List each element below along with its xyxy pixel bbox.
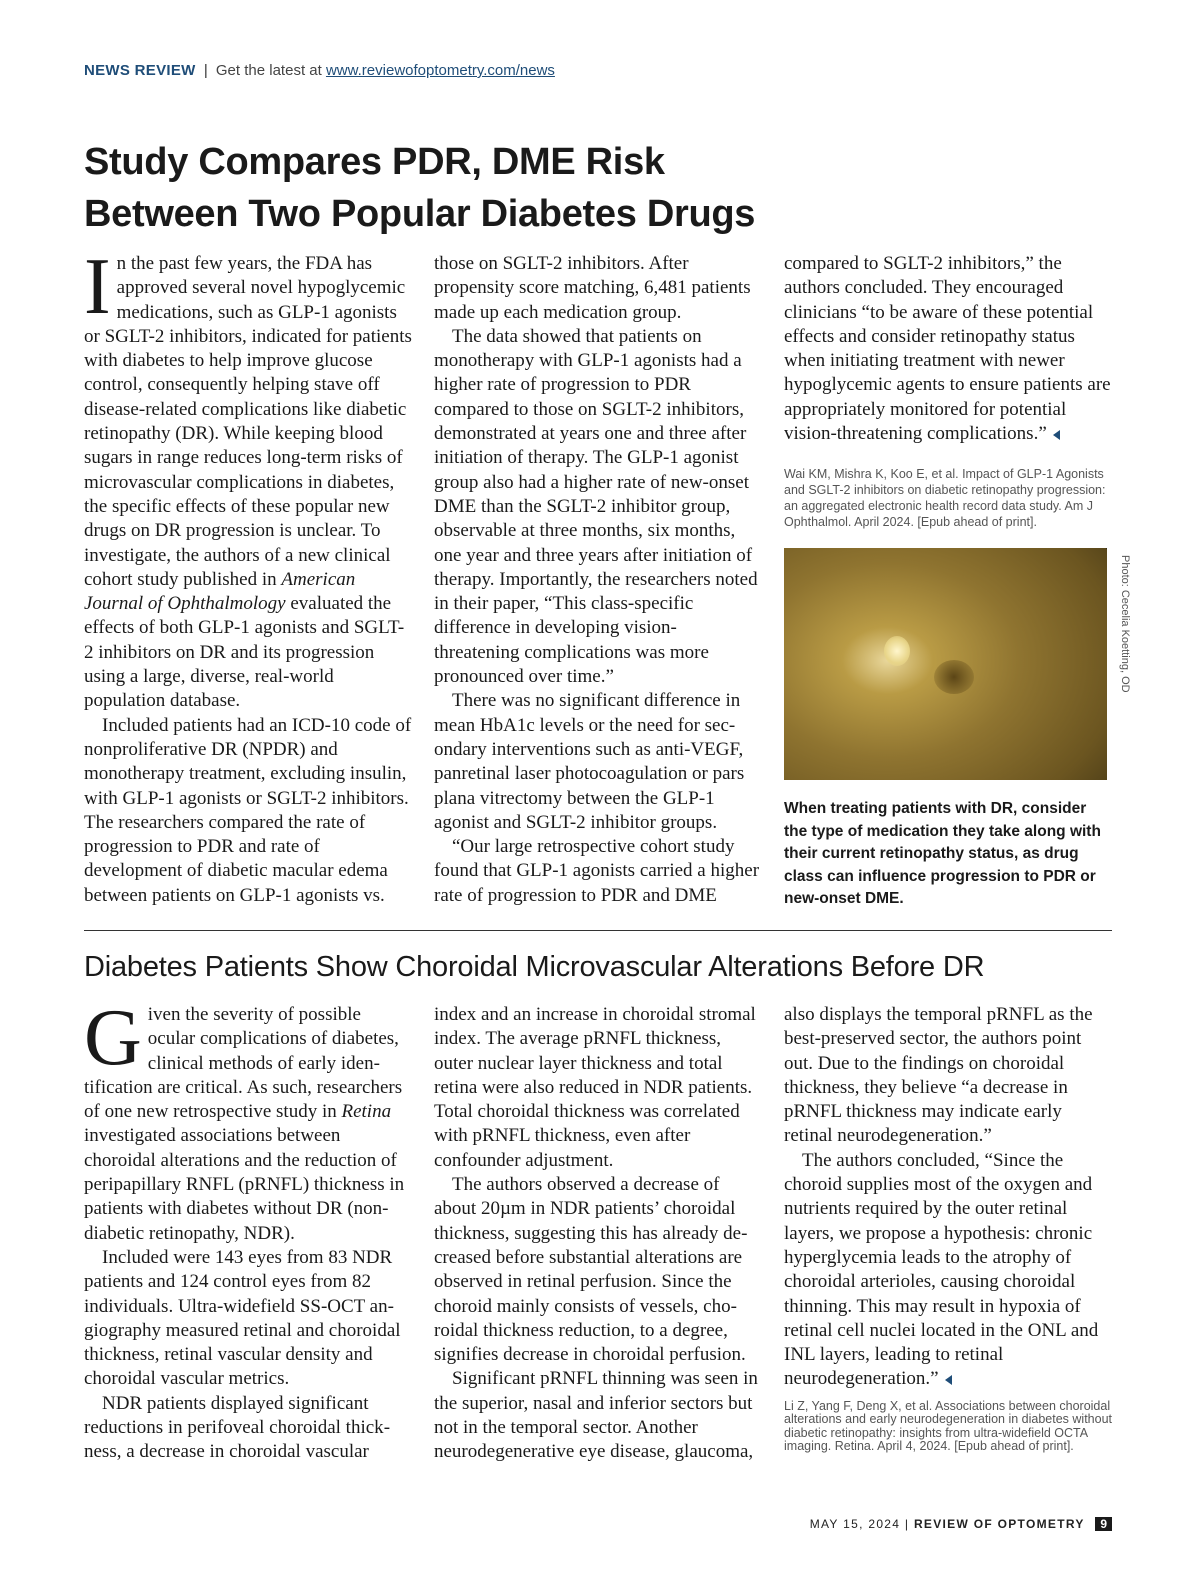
article1-paragraph-4: There was no significant difference in mean HbA1c levels or the need for secondary interventions such as anti-VEGF, panretinal laser photocoagulation or pars plana vitrectomy between the GLP-1 agonist and SGLT-2 inhibitor groups. xyxy=(434,690,745,833)
article2-paragraph-2: Included were 143 eyes from 83 NDR patients and 124 control eyes from 82 individuals. Ultra-widefield SS-OCT angiography measured retinal and choroidal thickness, retinal vascular density and choroidal vascular metrics. xyxy=(84,1246,401,1390)
photo-credit-text: Photo: Cecelia Koetting, OD xyxy=(1119,555,1131,693)
article1-dropcap: I xyxy=(84,243,111,331)
article1-reference: Wai KM, Mishra K, Koo E, et al. Impact of GLP-1 Agonists and SGLT-2 inhibitors on diabetic retinopathy progression: an aggregated electronic health record data study. Am J Ophthalmol. April 2024. [Epub ahead of print]. xyxy=(784,467,1106,530)
end-mark-icon xyxy=(1053,430,1060,440)
article2-paragraph-1 xyxy=(84,994,412,1246)
header-prefix: Get the latest at xyxy=(215,62,322,79)
article2-paragraph-3: NDR patients displayed significant reductions in perifoveal choroidal thickness, a decrease in choroidal vascular index and an increase in choroidal stromal index. The average pRNFL thickness, outer nuclear layer thickness and total retina were also reduced in NDR patients. Total choroidal thickness was correlated with pRNFL thickness, even after confounder adjustment. xyxy=(84,1004,756,1463)
retina-photo xyxy=(784,548,1107,780)
section-divider xyxy=(84,930,1112,931)
footer-date: MAY 15, 2024 xyxy=(809,1517,901,1531)
article2-body xyxy=(84,994,1113,1468)
article2-paragraph-6 xyxy=(784,1149,1112,1392)
section-label: NEWS REVIEW xyxy=(84,62,196,79)
article1-title-line1: Study Compares PDR, DME Risk xyxy=(84,141,665,183)
end-mark-icon xyxy=(945,1375,952,1385)
article2-p1-end: investigated associations between choroidal alterations and the reduction of peripapillary RNFL (pRNFL) thickness in patients with diabetes without DR (non-diabetic retinopathy, NDR). xyxy=(84,1125,405,1244)
footer-publication: REVIEW OF OPTOMETRY xyxy=(913,1517,1085,1531)
article1-p1-text: n the past few years, the FDA has approved several novel hypoglycemic medications, such as GLP-1 agonists or SGLT-2 inhibitors, indicated for patients with diabetes to help improve glucose control, consequently helping stave off disease-related complications like diabetic retinopathy (DR). While keeping blood sugars in range reduces long-term risks of microvascular complications in diabetes, the specific effects of these popular new drugs on DR progression is unclear. To investigate, the authors of a new clinical cohort study published in xyxy=(84,253,412,590)
article2-dropcap: G xyxy=(84,994,142,1082)
article2-p1-text: iven the severity of possible ocular complications of diabetes, clinical methods of early identification are critical. As such, researchers of one new retrospective study in xyxy=(84,1004,403,1123)
news-link[interactable]: www.reviewofoptometry.com/news xyxy=(325,62,555,79)
article1-p5-text: “Our large retrospective cohort study found that GLP-1 agonists carried a higher rate of progression to PDR and DME compared to SGLT-2 inhibitors,” the authors concluded. They encouraged clinicians “to be aware of these potential effects and consider retinopathy status when initiating treatment with newer hypoglycemic agents to ensure patients are appropriately monitored for potential vision-threatening complications.” xyxy=(434,253,1111,906)
article1-title-line2: Between Two Popular Diabetes Drugs xyxy=(84,193,756,235)
photo-caption: When treating patients with DR, consider the type of medication they take along with their current retinopathy status, as drug class can influence progression to PDR or new-onset DME. xyxy=(784,800,1101,908)
article2-paragraph-4: The authors observed a decrease of about 20µm in NDR patients’ choroidal thickness, suggesting this has already decreased before substantial alterations are observed in retinal perfusion. Since the choroid mainly consists of vessels, choroidal thickness reduction, to a degree, signifies decrease in choroidal perfusion. xyxy=(434,1174,748,1366)
photo-block xyxy=(784,548,1112,798)
article2-reference: Li Z, Yang F, Deng X, et al. Associations between choroidal alterations and early neurodegeneration in diabetes without diabetic retinopathy: insights from ultra-widefield OCTA imaging. Retina. April 4, 2024. [Epub ahead of print]. xyxy=(784,1398,1113,1454)
page-number: 9 xyxy=(1095,1517,1112,1531)
article1-paragraph-2: Included patients had an ICD-10 code of nonproliferative DR (NPDR) and monotherapy treatment, excluding insulin, with GLP-1 agonists or SGLT-2 inhibitors. The researchers compared the rate of progression to PDR and rate of development of diabetic macular edema between patients on GLP-1 agonists vs. those on SGLT-2 inhibitors. After propensity score matching, 6,481 patients made up each medication group. xyxy=(84,253,751,906)
page-footer xyxy=(700,1517,1112,1531)
page-header xyxy=(84,62,555,79)
article2-journal-name: Retina xyxy=(341,1101,392,1123)
footer-separator: | xyxy=(904,1517,910,1531)
article2-title: Diabetes Patients Show Choroidal Microvascular Alterations Before DR xyxy=(84,951,985,983)
article2-p6-text: The authors concluded, “Since the choroid supplies most of the oxygen and nutrients required by the outer retinal layers, we propose a hypothesis: chronic hyperglycemia leads to the atrophy of choroidal arterioles, causing choroidal thinning. This may result in hypoxia of retinal cell nuclei located in the ONL and INL layers, leading to retinal neurodegeneration.” xyxy=(784,1149,1099,1390)
header-separator: | xyxy=(203,62,208,79)
article1-body xyxy=(84,243,1112,917)
article1-p1-end: evaluated the effects of both GLP-1 agonists and SGLT-2 inhibitors on DR and its progression using a large, diverse, real-world population database. xyxy=(84,593,405,712)
article1-paragraph-3: The data showed that patients on monotherapy with GLP-1 agonists had a higher rate of progression to PDR compared to those on SGLT-2 inhibitors, demonstrated at years one and three after initiation of therapy. The GLP-1 agonist group also had a higher rate of new-onset DME than the SGLT-2 inhibitor group, observable at three months, six months, one year and three years after initiation of therapy. Importantly, the researchers noted in their paper, “This class-specific difference in developing vision-threatening complications was more pronounced over time.” xyxy=(434,325,758,688)
journal-name: American Journal of Ophthalmology xyxy=(84,568,356,615)
article2-paragraph-5: Significant pRNFL thinning was seen in the superior, nasal and inferior sectors but not in the temporal sector. Another neurodegenerative eye disease, glaucoma, also displays the temporal pRNFL as the best-preserved sector, the authors point out. Due to the findings on choroidal thickness, they believe “a decrease in pRNFL thickness may indicate early retinal neurodegeneration.” xyxy=(434,1004,1093,1463)
article1-paragraph-1 xyxy=(84,243,412,714)
article1-title xyxy=(84,136,1114,240)
photo-credit xyxy=(1117,555,1131,787)
